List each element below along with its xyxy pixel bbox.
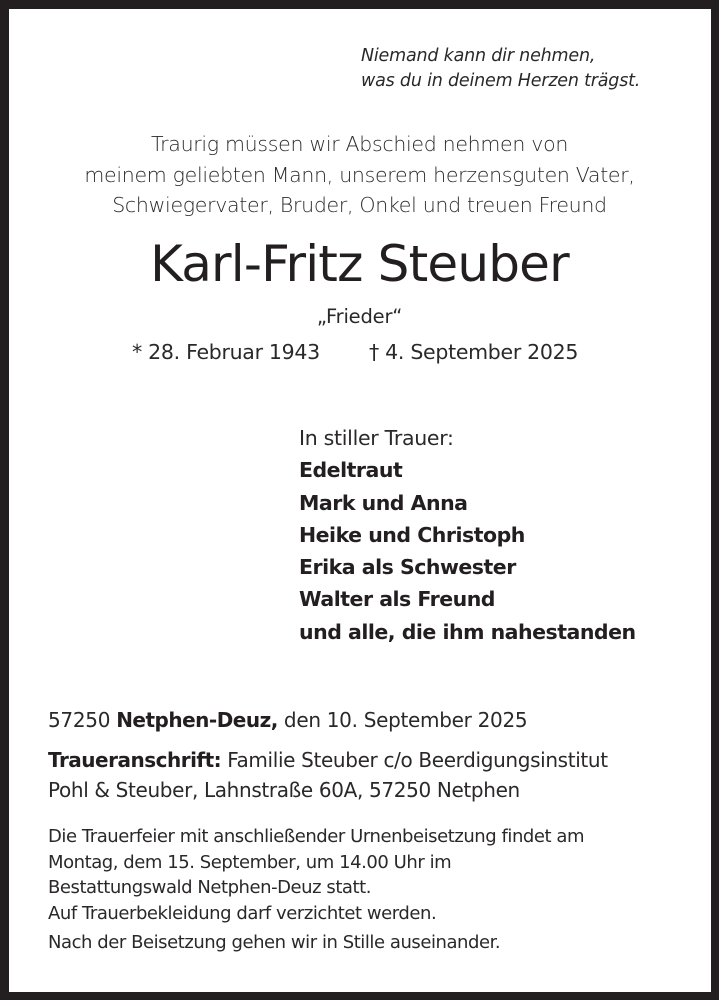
mourner-name: Erika als Schwester [299,555,516,580]
deceased-name: Karl-Fritz Steuber [150,235,569,293]
mourner-name: Heike und Christoph [299,522,525,547]
intro-line: Schwiegervater, Bruder, Onkel und treuen Freund [112,193,607,217]
mourners-heading: In stiller Trauer: [299,426,454,450]
motto-line: Niemand kann dir nehmen, [361,46,596,66]
place-and-date [48,706,527,734]
mourning-address-label: Traueranschrift: [48,748,222,772]
motto-line: was du in deinem Herzen trägst. [361,71,641,91]
mourning-address-line1: Familie Steuber c/o Beerdigungsinstitut [227,748,608,772]
mourning-address [48,745,608,805]
town: Netphen-Deuz, [116,708,278,732]
motto-quote [361,44,640,94]
funeral-notice [48,824,584,927]
intro-line: meinem geliebten Mann, unserem herzensguten Vater, [84,162,635,187]
closing-note: Nach der Beisetzung gehen wir in Stille auseinander. [48,932,501,953]
mourner-name: Edeltraut [299,458,403,483]
deceased-nickname: „Frieder“ [316,305,403,328]
mourner-name: Mark und Anna [299,490,468,515]
notice-date: den 10. September 2025 [283,708,528,732]
death-date: † 4. September 2025 [369,340,579,364]
birth-date: * 28. Februar 1943 [132,340,320,364]
notice-line: Bestattungswald Netphen-Deuz statt. [48,877,371,899]
notice-line: Montag, dem 15. September, um 14.00 Uhr im [48,851,452,873]
mourners-list [299,422,636,648]
intro-line: Traurig müssen wir Abschied nehmen von [150,132,569,156]
mourner-name: Walter als Freund [299,587,495,612]
notice-line: Auf Trauerbekleidung darf verzichtet werden. [48,903,437,925]
mourning-address-line2: Pohl & Steuber, Lahnstraße 60A, 57250 Netphen [48,778,520,802]
notice-line: Die Trauerfeier mit anschließender Urnenbeisetzung findet am [48,826,585,847]
postcode: 57250 [48,708,111,732]
intro-text [0,129,719,221]
mourner-name: und alle, die ihm nahestanden [299,619,636,644]
